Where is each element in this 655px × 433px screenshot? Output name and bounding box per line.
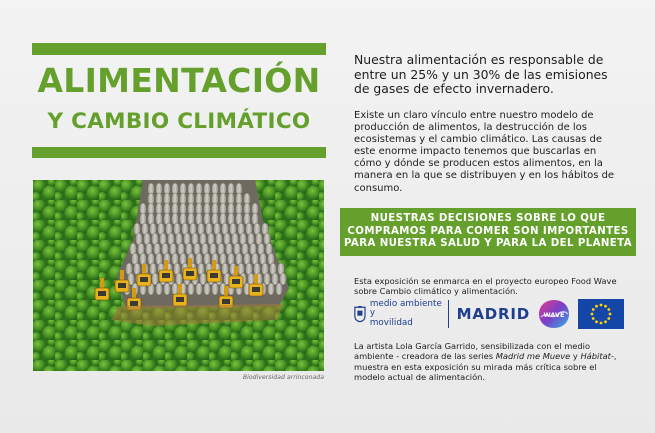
eu-star-icon bbox=[595, 305, 598, 308]
madrid-tagline bbox=[370, 300, 449, 329]
madrid-city-logo bbox=[354, 299, 530, 329]
series-madrid-me-mueve: Madrid me Mueve bbox=[495, 351, 571, 362]
highlight-banner bbox=[340, 208, 636, 256]
banner-line-1: NUESTRAS DECISIONES SOBRE LO QUE bbox=[370, 212, 606, 224]
food-wave-logo bbox=[538, 299, 570, 329]
eu-star-icon bbox=[600, 322, 603, 325]
banner-line-3: PARA NUESTRA SALUD Y PARA LA DEL PLANETA bbox=[344, 238, 632, 250]
eu-star-icon bbox=[607, 308, 610, 311]
madrid-crest-icon bbox=[354, 304, 366, 324]
madrid-tagline-1: medio ambiente y bbox=[369, 298, 442, 319]
eu-star-icon bbox=[591, 313, 594, 316]
top-rule bbox=[32, 43, 326, 55]
eu-star-icon bbox=[592, 317, 595, 320]
artist-note-part-3: -, muestra en esta exposición su mirada más crítica sobre el modelo actual de alimentación. bbox=[354, 351, 617, 382]
intro-paragraph: Nuestra alimentación es responsable de entre un 25% y un 30% de las emisiones de gases de efecto invernadero. bbox=[354, 52, 608, 97]
series-habitat: Hábitat bbox=[580, 351, 611, 362]
eu-star-icon bbox=[607, 317, 610, 320]
body-paragraph: Existe un claro vínculo entre nuestro modelo de producción de alimentos, la destrucción de los ecosistemas y el cambio climático. Las causas de este enorme impacto tenemos que buscarlas en cómo y dónde se producen estos alimentos, en la manera en la que se distribuyen y en los hábitos de consumo. bbox=[354, 110, 615, 194]
wave-label: WAVE bbox=[543, 311, 565, 319]
eu-star-icon bbox=[609, 313, 612, 316]
artist-note bbox=[354, 341, 626, 382]
logo-strip bbox=[354, 297, 626, 333]
eu-flag-icon bbox=[578, 299, 624, 329]
eu-star-icon bbox=[604, 320, 607, 323]
madrid-wordmark: MADRID bbox=[456, 305, 530, 323]
project-note: Esta exposición se enmarca en el proyecto europeo Food Wave sobre Cambio climático y alimentación. bbox=[354, 276, 617, 297]
title-line-1: ALIMENTACIÓN bbox=[37, 61, 321, 100]
artist-note-part-1: La artista Lola García Garrido, sensibilizada con el medio ambiente - creadora de las series bbox=[354, 341, 591, 362]
eu-star-icon bbox=[600, 304, 603, 307]
eu-star-icon bbox=[595, 320, 598, 323]
banner-line-2: COMPRAMOS PARA COMER SON IMPORTANTES bbox=[347, 225, 629, 237]
photo-caption: Biodiversidad arrinconada bbox=[242, 374, 324, 381]
artwork-photo bbox=[33, 180, 324, 371]
madrid-tagline-2: movilidad bbox=[369, 317, 413, 328]
title-line-2: Y CAMBIO CLIMÁTICO bbox=[47, 109, 311, 134]
eu-star-icon bbox=[604, 305, 607, 308]
bottom-rule bbox=[32, 147, 326, 158]
artist-note-part-2: y bbox=[570, 351, 581, 362]
eu-star-icon bbox=[592, 308, 595, 311]
